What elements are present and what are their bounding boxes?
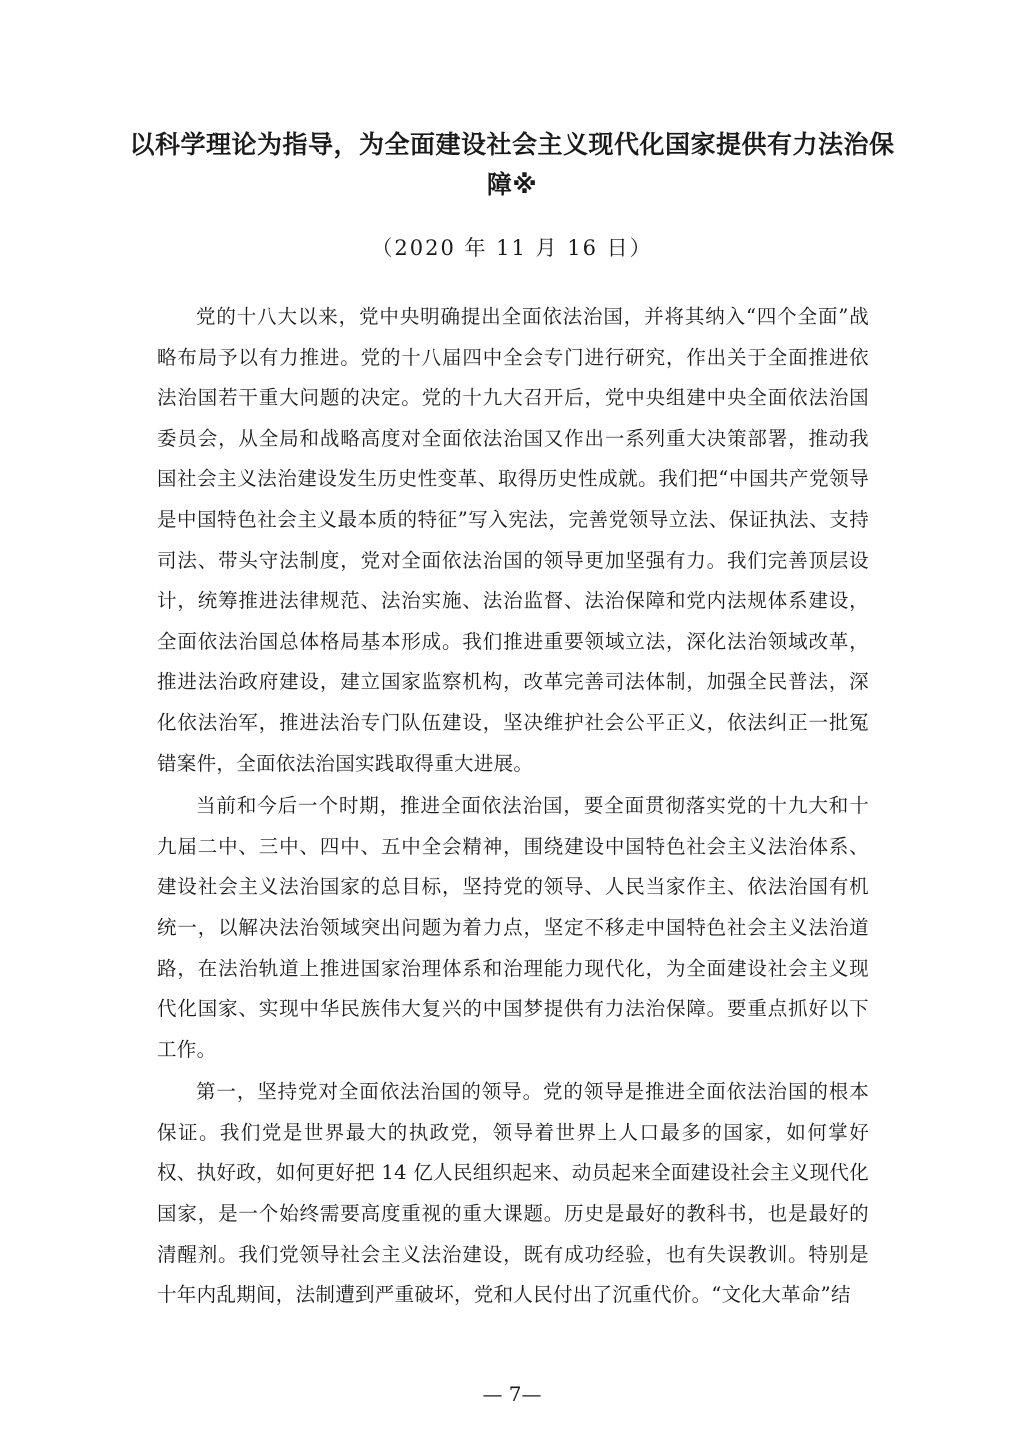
paragraph: 当前和今后一个时期，推进全面依法治国，要全面贯彻落实党的十九大和十九届二中、三中、四中、五中全会精神，围绕建设中国特色社会主义法治体系、建设社会主义法治国家的总目标，坚持党的领导、人民当家作主、依法治国有机统一，以解决法治领域突出问题为着力点，坚定不移走中国特色社会主义法治道路，在法治轨道上推进国家治理体系和治理能力现代化，为全面建设社会主义现代化国家、实现中华民族伟大复兴的中国梦提供有力法治保障。要重点抓好以下工作。	[157, 794, 869, 1061]
paragraph: 党的十八大以来，党中央明确提出全面依法治国，并将其纳入“四个全面”战略布局予以有力推进。党的十八届四中全会专门进行研究，作出关于全面推进依法治国若干重大问题的决定。党的十九大召开后，党中央组建中央全面依法治国委员会，从全局和战略高度对全面依法治国又作出一系列重大决策部署，推动我国社会主义法治建设发生历史性变革、取得历史性成就。我们把“中国共产党领导是中国特色社会主义最本质的特征”写入宪法，完善党领导立法、保证执法、支持司法、带头守法制度，党对全面依法治国的领导更加坚强有力。我们完善顶层设计，统筹推进法律规范、法治实施、法治监督、法治保障和党内法规体系建设，全面依法治国总体格局基本形成。我们推进重要领域立法，深化法治领域改革，推进法治政府建设，建立国家监察机构，改革完善司法体制，加强全民普法，深化依法治军，推进法治专门队伍建设，坚决维护社会公平正义，依法纠正一批冤错案件，全面依法治国实践取得重大进展。	[157, 305, 869, 775]
document-date: （2020 年 11 月 16 日）	[371, 236, 653, 260]
paragraph: 第一，坚持党对全面依法治国的领导。党的领导是推进全面依法治国的根本保证。我们党是世界最大的执政党，领导着世界上人口最多的国家，如何掌好权、执好政，如何更好把 14 亿人民组织起来、动员起来全面建设社会主义现代化国家，是一个始终需要高度重视的重大课题。历史是最好的教科书，也是最好的清醒剂。我们党领导社会主义法治建设，既有成功经验，也有失误教训。特别是十年内乱期间，法制遭到严重破坏，党和人民付出了沉重代价。“文化大革命”结	[157, 1080, 869, 1307]
page-number: — 7—	[482, 1382, 542, 1406]
document-body	[157, 297, 869, 1318]
document-title: 以科学理论为指导，为全面建设社会主义现代化国家提供有力法治保障※	[129, 130, 895, 199]
